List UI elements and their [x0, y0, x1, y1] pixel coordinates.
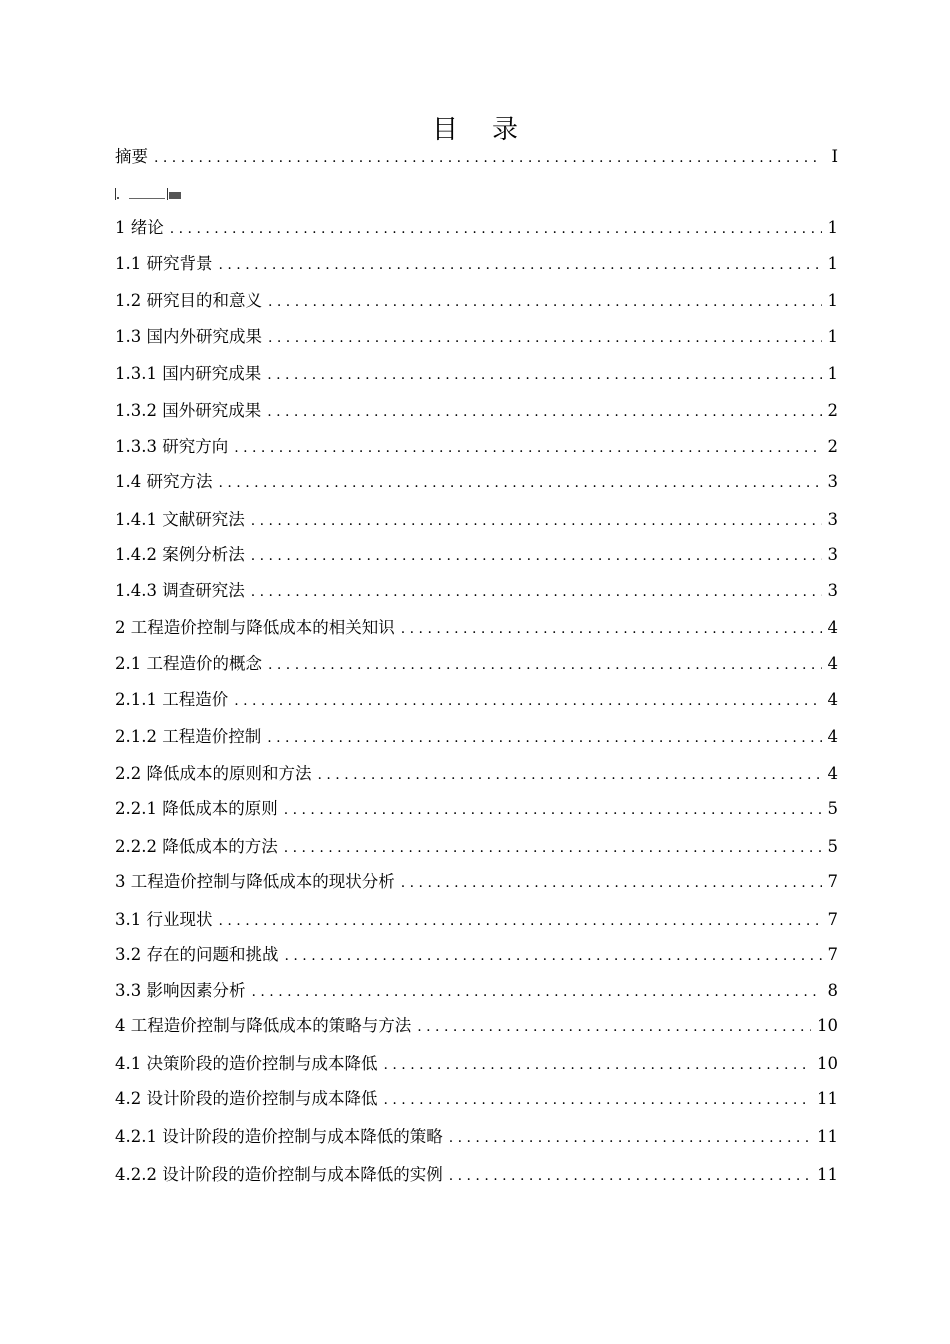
toc-entry-page-number: 11	[817, 1165, 838, 1184]
toc-entry[interactable]	[115, 435, 838, 459]
toc-entry[interactable]	[115, 1014, 838, 1038]
toc-entry[interactable]	[115, 943, 838, 967]
toc-entry-label: 1.4 研究方法	[115, 472, 213, 491]
toc-entry-label: 3.2 存在的问题和挑战	[115, 945, 279, 964]
toc-entry-label: 4.2 设计阶段的造价控制与成本降低	[115, 1089, 378, 1108]
toc-entry-label: 2.2 降低成本的原则和方法	[115, 764, 312, 783]
toc-entry[interactable]	[115, 870, 838, 894]
toc-entry-page-number: 5	[827, 837, 838, 856]
toc-entry[interactable]	[115, 579, 838, 603]
toc-entry-page-number: 1	[827, 327, 838, 346]
toc-entry[interactable]	[115, 616, 838, 640]
toc-entry[interactable]	[115, 362, 838, 386]
toc-entry-leader-dots	[267, 363, 821, 387]
toc-entry-page-number: 11	[817, 1127, 838, 1146]
toc-entry-leader-dots	[267, 726, 821, 750]
toc-entry-page-number: 7	[827, 910, 838, 929]
toc-entry-label: 1.1 研究背景	[115, 254, 213, 273]
toc-entry-label: 1.4.1 文献研究法	[115, 510, 245, 529]
toc-entry-leader-dots	[449, 1164, 811, 1188]
toc-entry[interactable]	[115, 325, 838, 349]
toc-entry-page-number: I	[831, 147, 838, 166]
toc-entry-label: 4.1 决策阶段的造价控制与成本降低	[115, 1054, 378, 1073]
toc-entry-page-number: 8	[827, 981, 838, 1000]
toc-entry-label: 2.2.1 降低成本的原则	[115, 799, 278, 818]
toc-entry[interactable]	[115, 1163, 838, 1187]
toc-entry[interactable]	[115, 508, 838, 532]
toc-entry[interactable]	[115, 289, 838, 313]
toc-entry-leader-dots	[401, 871, 822, 895]
toc-entry[interactable]	[115, 543, 838, 567]
toc-entry[interactable]	[115, 470, 838, 494]
toc-entry-label: 2.1.2 工程造价控制	[115, 727, 262, 746]
toc-entry-label: 2.2.2 降低成本的方法	[115, 837, 278, 856]
toc-entry-leader-dots	[251, 544, 822, 568]
toc-entry-leader-dots	[219, 471, 822, 495]
toc-entry[interactable]	[115, 216, 838, 240]
toc-entry-leader-dots	[234, 436, 821, 460]
toc-entry-leader-dots	[417, 1015, 811, 1039]
toc-entry-page-number: 4	[827, 764, 838, 783]
toc-entry-page-number: 4	[827, 690, 838, 709]
toc-entry-leader-dots	[251, 580, 822, 604]
toc-entry-page-number: 4	[827, 618, 838, 637]
toc-entry-leader-dots	[449, 1126, 811, 1150]
toc-entry-leader-dots	[170, 217, 822, 241]
toc-entry[interactable]	[115, 835, 838, 859]
toc-entry-page-number: 3	[827, 545, 838, 564]
toc-entry-leader-dots	[219, 909, 822, 933]
toc-entry-label: 4.2.1 设计阶段的造价控制与成本降低的策略	[115, 1127, 443, 1146]
toc-entry-leader-dots	[268, 326, 822, 350]
page-title-part2: 录	[492, 115, 519, 145]
toc-entry-label: 2 工程造价控制与降低成本的相关知识	[115, 618, 395, 637]
toc-entry[interactable]	[115, 762, 838, 786]
toc-entry-label: 1.3.3 研究方向	[115, 437, 229, 456]
toc-entry-label: 1.3 国内外研究成果	[115, 327, 262, 346]
toc-entry-page-number: 2	[827, 437, 838, 456]
toc-entry[interactable]	[115, 252, 838, 276]
toc-entry-page-number: 10	[817, 1054, 838, 1073]
toc-entry[interactable]	[115, 979, 838, 1003]
toc-entry-label: 4.2.2 设计阶段的造价控制与成本降低的实例	[115, 1165, 443, 1184]
toc-entry-label: 1.4.2 案例分析法	[115, 545, 245, 564]
toc-entry-label: 1 绪论	[115, 218, 164, 237]
toc-entry-label: 2.1.1 工程造价	[115, 690, 229, 709]
toc-entry-page-number: 3	[827, 510, 838, 529]
toc-entry-leader-dots	[384, 1088, 812, 1112]
toc-entry-leader-dots	[285, 944, 822, 968]
toc-entry[interactable]	[115, 399, 838, 423]
toc-entry-page-number: 1	[827, 291, 838, 310]
toc-entry-label: 1.3.1 国内研究成果	[115, 364, 262, 383]
toc-entry-leader-dots	[251, 509, 822, 533]
toc-entry-page-number: 3	[827, 581, 838, 600]
toc-entry-label: 1.4.3 调查研究法	[115, 581, 245, 600]
toc-entry-leader-dots	[234, 689, 821, 713]
toc-entry-label: 3.3 影响因素分析	[115, 981, 246, 1000]
toc-entry[interactable]	[115, 652, 838, 676]
toc-entry-page-number: 4	[827, 727, 838, 746]
toc-entry-label: 摘要	[115, 147, 148, 166]
toc-entry-leader-dots	[252, 980, 822, 1004]
toc-entry-label: 3.1 行业现状	[115, 910, 213, 929]
toc-entry-label: 1.2 研究目的和意义	[115, 291, 262, 310]
toc-entry[interactable]	[115, 1125, 838, 1149]
toc-entry-page-number: 5	[827, 799, 838, 818]
toc-entry-label: 2.1 工程造价的概念	[115, 654, 262, 673]
toc-entry-page-number: 2	[827, 401, 838, 420]
toc-entry[interactable]	[115, 725, 838, 749]
toc-entry-page-number: 4	[827, 654, 838, 673]
page-title-part1: 目	[431, 115, 458, 145]
toc-entry[interactable]	[115, 908, 838, 932]
toc-entry-page-number: 7	[827, 945, 838, 964]
toc-entry[interactable]	[115, 145, 838, 169]
garbled-line-artifact	[115, 187, 185, 201]
toc-entry-leader-dots	[219, 253, 822, 277]
toc-entry-page-number: 1	[827, 218, 838, 237]
toc-entry-page-number: 10	[817, 1016, 838, 1035]
toc-entry-leader-dots	[154, 146, 822, 170]
toc-entry-leader-dots	[384, 1053, 812, 1077]
toc-entry[interactable]	[115, 688, 838, 712]
toc-entry[interactable]	[115, 797, 838, 821]
toc-entry-label: 4 工程造价控制与降低成本的策略与方法	[115, 1016, 412, 1035]
toc-entry-label: 3 工程造价控制与降低成本的现状分析	[115, 872, 395, 891]
toc-entry-leader-dots	[267, 400, 821, 424]
page-title	[0, 112, 950, 148]
toc-entry[interactable]	[115, 1087, 838, 1111]
toc-entry-leader-dots	[284, 798, 822, 822]
toc-entry-page-number: 1	[827, 254, 838, 273]
toc-entry-page-number: 7	[827, 872, 838, 891]
toc-entry-leader-dots	[268, 290, 822, 314]
toc-entry-page-number: 1	[827, 364, 838, 383]
toc-entry-page-number: 11	[817, 1089, 838, 1108]
toc-entry-leader-dots	[318, 763, 822, 787]
toc-entry[interactable]	[115, 1052, 838, 1076]
toc-entry-leader-dots	[268, 653, 822, 677]
toc-entry-leader-dots	[401, 617, 822, 641]
toc-entry-leader-dots	[284, 836, 822, 860]
toc-entry-page-number: 3	[827, 472, 838, 491]
toc-entry-label: 1.3.2 国外研究成果	[115, 401, 262, 420]
